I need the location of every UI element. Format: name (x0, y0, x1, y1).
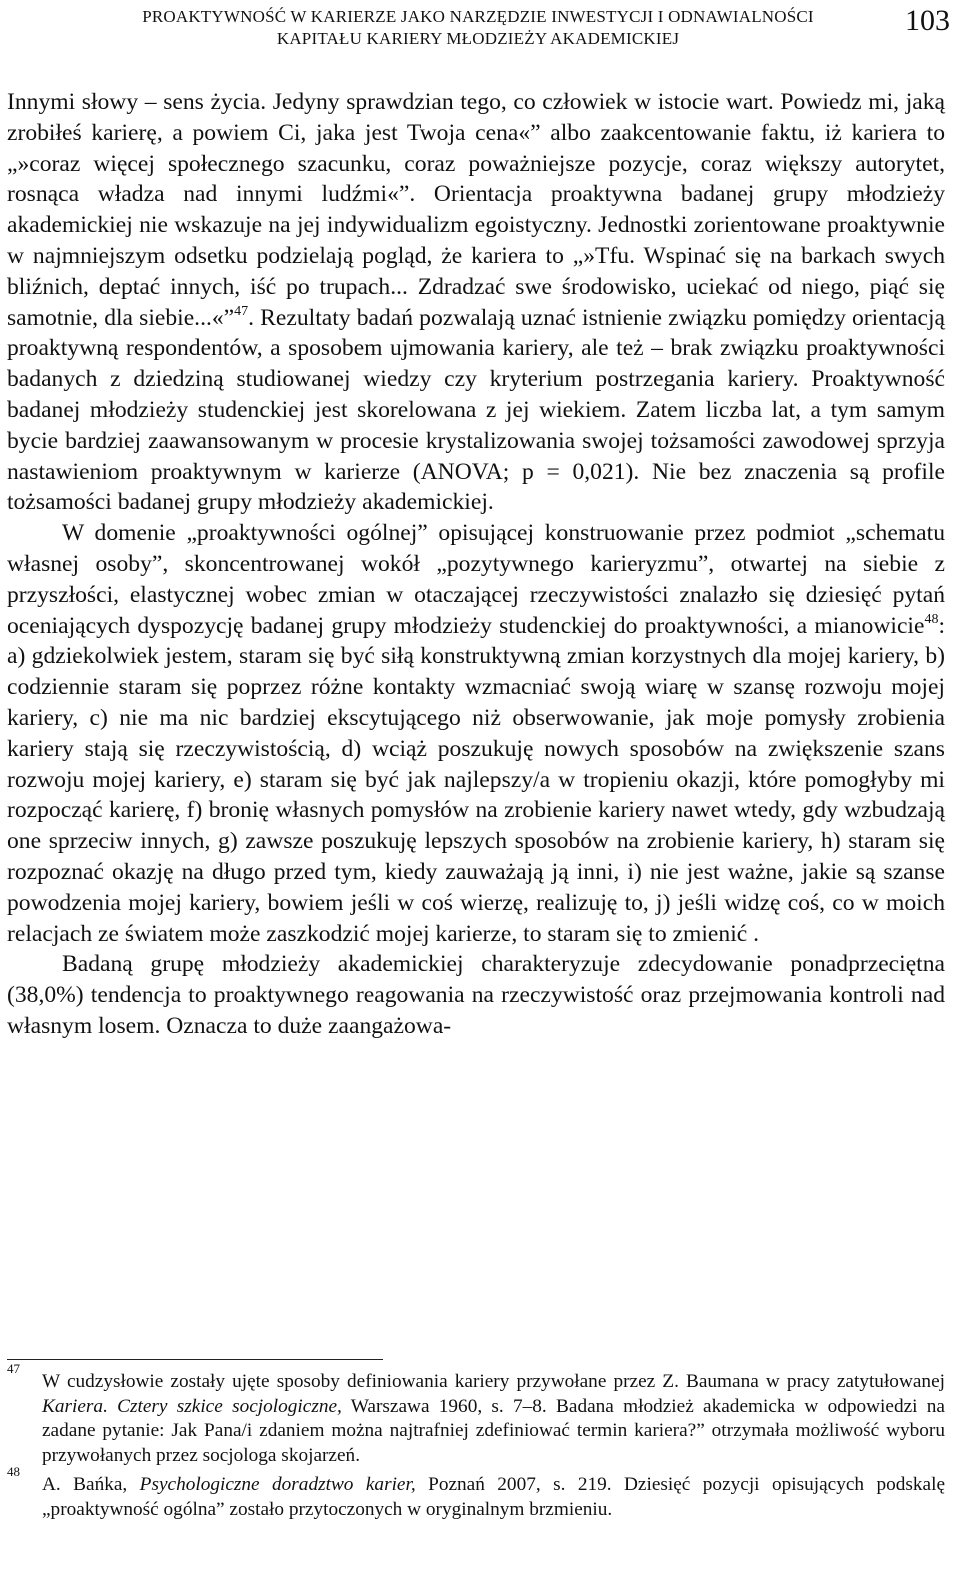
footnote-48 (7, 1463, 946, 1522)
footnote-italic-title: Kariera. Cztery szkice socjologiczne, (42, 1395, 342, 1417)
running-title-line-2: KAPITAŁU KARIERY MŁODZIEŻY AKADEMICKIEJ (276, 29, 680, 48)
footnote-text (42, 1473, 945, 1522)
paragraph-2-text-a: W domenie „proaktywności ogólnej” opisującej konstruowanie przez podmiot „schematu własnej osoby”, skoncentrowanej wokół „pozytywnego karieryzmu”, otwartej na siebie z przyszłości, elastycznej wobec zmian w otaczającej rzeczywistości znalazło się dziesięć pytań oceniających dyspozycję badanej grupy młodzieży studenckiej do proaktywności, a mianowicie (7, 520, 945, 639)
page-number: 103 (905, 4, 950, 37)
running-title-line-1: PROAKTYWNOŚĆ W KARIERZE JAKO NARZĘDZIE INWESTYCJI I ODNAWIALNOŚCI (142, 7, 814, 26)
paragraph-2-text-b: : a) gdziekolwiek jestem, staram się być siłą konstruktywną zmian korzystnych dla mojej kariery, b) codziennie staram się poprzez różne kontakty wzmacniać swoją wiarę w szansę rozwoju mojej kariery, c) nie ma nic bardziej ekscytującego niż obserwowanie, jak moje pomysły zrobienia kariery stają się rzeczywistością, d) wciąż poszukuję nowych sposobów na zwiększenie szans rozwoju mojej kariery, e) staram się być jak najlepszy/a w tropieniu okazji, które pomogłyby mi rozpocząć karierę, f) bronię własnych pomysłów na zrobienie kariery nawet wtedy, gdy wzbudzają one sprzeciw innych, g) zawsze poszukuję lepszych sposobów na zrobienie kariery, h) staram się rozpoznać okazję na długo przed tym, kiedy zauważają ją inni, i) nie jest ważne, jakie są szanse powodzenia mojej kariery, bowiem jeśli w coś wierzę, realizuję to, j) jeśli widzę coś, co w moich relacjach ze światem może zaszkodzić mojej karierze, to staram się to zmienić . (7, 612, 945, 947)
footnote-text-part: A. Bańka, (42, 1473, 140, 1495)
footnote-47 (7, 1361, 945, 1469)
footnote-text-part: Poznań 2007, s. 219. Dziesięć pozycji opisujących podskalę „proaktywność ogólna” zostało przytoczonych w oryginalnym brzmieniu. (42, 1473, 946, 1520)
footnote-ref-47: 47 (234, 303, 249, 319)
main-text (7, 87, 945, 1042)
footnote-text-part: Warszawa 1960, s. 7–8. Badana młodzież akademicka w odpowiedzi na zadane pytanie: Jak Pana/i zdaniem można najtrafniej zdefiniować termin kariera?” otrzymała możliwość wyboru przywołanych przez socjologa skojarzeń. (42, 1395, 945, 1467)
running-title (98, 6, 858, 50)
paragraph-3: Badaną grupę młodzieży akademickiej charakteryzuje zdecydowanie ponadprzeciętna (38,0%) tendencja to proaktywnego reagowania na rzeczywistość oraz przejmowania kontroli nad własnym losem. Oznacza to duże zaangażowa- (7, 951, 945, 1039)
paragraph-1-text-a: Innymi słowy – sens życia. Jedyny sprawdzian tego, co człowiek w istocie wart. Powiedz mi, jaką zrobiłeś karierę, a powiem Ci, jaka jest Twoja cena«” albo zaakcentowanie faktu, iż kariera to „»coraz więcej społecznego szacunku, coraz poważniejsze pozycje, coraz większy autorytet, rosnąca władza nad innymi ludźmi«”. Orientacja proaktywna badanej grupy młodzieży akademickiej nie wskazuje na jej indywidualizm egoistyczny. Jednostki zorientowane proaktywnie w najmniejszym odsetku podzielają pogląd, że kariera to „»Tfu. Wspinać się na barkach swych bliźnich, deptać innych, iść po trupach... Zdradzać swe środowisko, uciekać od niego, piąć się samotnie, dla siebie...«” (7, 89, 945, 331)
footnote-text-part: W cudzysłowie zostały ujęte sposoby definiowania kariery przywołane przez Z. Baumana w pracy zatytułowanej (42, 1371, 945, 1392)
footnote-ref-48: 48 (924, 611, 939, 627)
running-header (0, 4, 960, 48)
footnote-number: 47 (7, 1361, 20, 1376)
footnotes (7, 1361, 946, 1522)
footnote-text (42, 1370, 945, 1469)
footnote-italic-title: Psychologiczne doradztwo karier, (139, 1473, 416, 1495)
paragraph-1-text-b: . Rezultaty badań pozwalają uznać istnienie związku pomiędzy orientacją proaktywną respondentów, a sposobem ujmowania kariery, ale też – brak związku proaktywności badanych z dziedziną studiowanej wiedzy czy kryterium postrzegania kariery. Proaktywność badanej młodzieży studenckiej jest skorelowana z jej wiekiem. Zatem liczba lat, a tym samym bycie bardziej zaawansowanym w procesie krystalizowania swojej tożsamości zawodowej sprzyja nastawieniom proaktywnym w karierze (ANOVA; p = 0,021). Nie bez znaczenia są profile tożsamości badanej grupy młodzieży akademickiej. (7, 304, 946, 516)
paragraph-2 (7, 518, 945, 949)
footnote-number: 48 (7, 1463, 20, 1479)
paragraph-1 (7, 87, 945, 518)
footnote-separator (7, 1359, 383, 1360)
